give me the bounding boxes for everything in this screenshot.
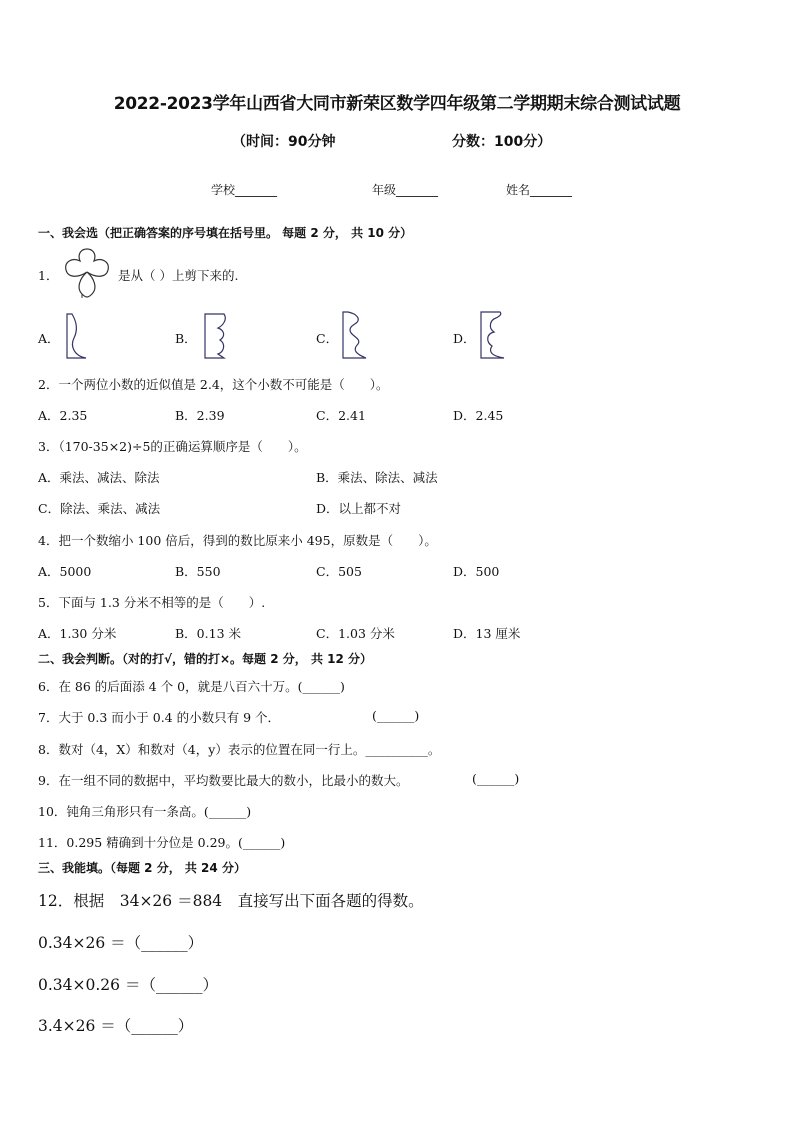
q3-option-d[interactable]: D．以上都不对 — [316, 501, 402, 516]
q2-option-b[interactable]: B．2.39 — [175, 408, 225, 423]
shape-b-icon — [202, 312, 230, 360]
school-field[interactable]: 学校_______ — [211, 183, 278, 197]
q2-option-a[interactable]: A．2.35 — [38, 408, 88, 423]
grade-field[interactable]: 年级_______ — [372, 183, 439, 197]
q2-option-c[interactable]: C．2.41 — [316, 408, 366, 423]
cloud-shape-icon — [60, 248, 114, 300]
q3-option-b[interactable]: B．乘法、除法、减法 — [316, 470, 438, 485]
q7-text: 7．大于 0.3 而小于 0.4 的小数只有 9 个． — [38, 710, 281, 725]
q12-item-2[interactable]: 0.34×0.26 ＝（______） — [38, 976, 218, 994]
q1-number: 1． — [38, 268, 59, 283]
q4-option-b[interactable]: B．550 — [175, 564, 221, 579]
q9-text: 9．在一组不同的数据中，平均数要比最大的数小，比最小的数大。 — [38, 773, 409, 788]
q4-text: 4．把一个数缩小 100 倍后，得到的数比原来小 495，原数是（ ）。 — [38, 533, 437, 548]
q12-item-3[interactable]: 3.4×26 ＝（______） — [38, 1017, 194, 1035]
section-1-heading: 一、我会选（把正确答案的序号填在括号里。 每题 2 分， 共 10 分） — [38, 226, 413, 240]
section-2-heading: 二、我会判断。（对的打√，错的打×。每题 2 分， 共 12 分） — [38, 652, 372, 666]
q5-option-b[interactable]: B．0.13 米 — [175, 626, 241, 641]
q9-answer-blank[interactable]: (______) — [472, 771, 520, 786]
section-3-heading: 三、我能填。（每题 2 分， 共 24 分） — [38, 861, 246, 875]
q6-text: 6．在 86 的后面添 4 个 0，就是八百六十万。(______) — [38, 679, 345, 694]
q1-option-b[interactable]: B． — [175, 331, 197, 346]
q4-option-d[interactable]: D．500 — [453, 564, 500, 579]
q3-option-c[interactable]: C．除法、乘法、减法 — [38, 501, 161, 516]
exam-time: （时间：90分钟 — [232, 134, 336, 150]
shape-d-icon — [478, 310, 508, 360]
name-field[interactable]: 姓名_______ — [506, 183, 573, 197]
q10-text: 10．钝角三角形只有一条高。(______) — [38, 804, 252, 819]
q3-option-a[interactable]: A．乘法、减法、除法 — [38, 470, 160, 485]
q5-option-a[interactable]: A．1.30 分米 — [38, 626, 117, 641]
q1-option-d[interactable]: D． — [453, 331, 476, 346]
q1-text: 是从（ ）上剪下来的. — [118, 268, 239, 283]
q1-option-c[interactable]: C． — [316, 331, 339, 346]
q5-text: 5．下面与 1.3 分米不相等的是（ ）. — [38, 595, 266, 610]
exam-score: 分数：100分） — [452, 134, 552, 150]
q4-option-c[interactable]: C．505 — [316, 564, 362, 579]
q5-option-c[interactable]: C．1.03 分米 — [316, 626, 395, 641]
q12-text: 12．根据 34×26 ＝884 直接写出下面各题的得数。 — [38, 892, 424, 910]
shape-a-icon — [64, 312, 90, 360]
shape-c-icon — [340, 310, 370, 360]
q4-option-a[interactable]: A．5000 — [38, 564, 92, 579]
q1-option-a[interactable]: A． — [38, 331, 60, 346]
q8-text: 8．数对（4，X）和数对（4，y）表示的位置在同一行上。__________。 — [38, 742, 441, 757]
q2-option-d[interactable]: D．2.45 — [453, 408, 504, 423]
q3-text: 3．（170-35×2)÷5的正确运算顺序是（ ）。 — [38, 439, 307, 454]
q12-item-1[interactable]: 0.34×26 ＝（______） — [38, 934, 204, 952]
exam-title: 2022-2023学年山西省大同市新荣区数学四年级第二学期期末综合测试试题 — [113, 94, 681, 114]
q11-text: 11．0.295 精确到十分位是 0.29。(______) — [38, 835, 286, 850]
q2-text: 2．一个两位小数的近似值是 2.4，这个小数不可能是（ ）。 — [38, 377, 389, 392]
q7-answer-blank[interactable]: (______) — [372, 708, 420, 723]
q5-option-d[interactable]: D．13 厘米 — [453, 626, 521, 641]
